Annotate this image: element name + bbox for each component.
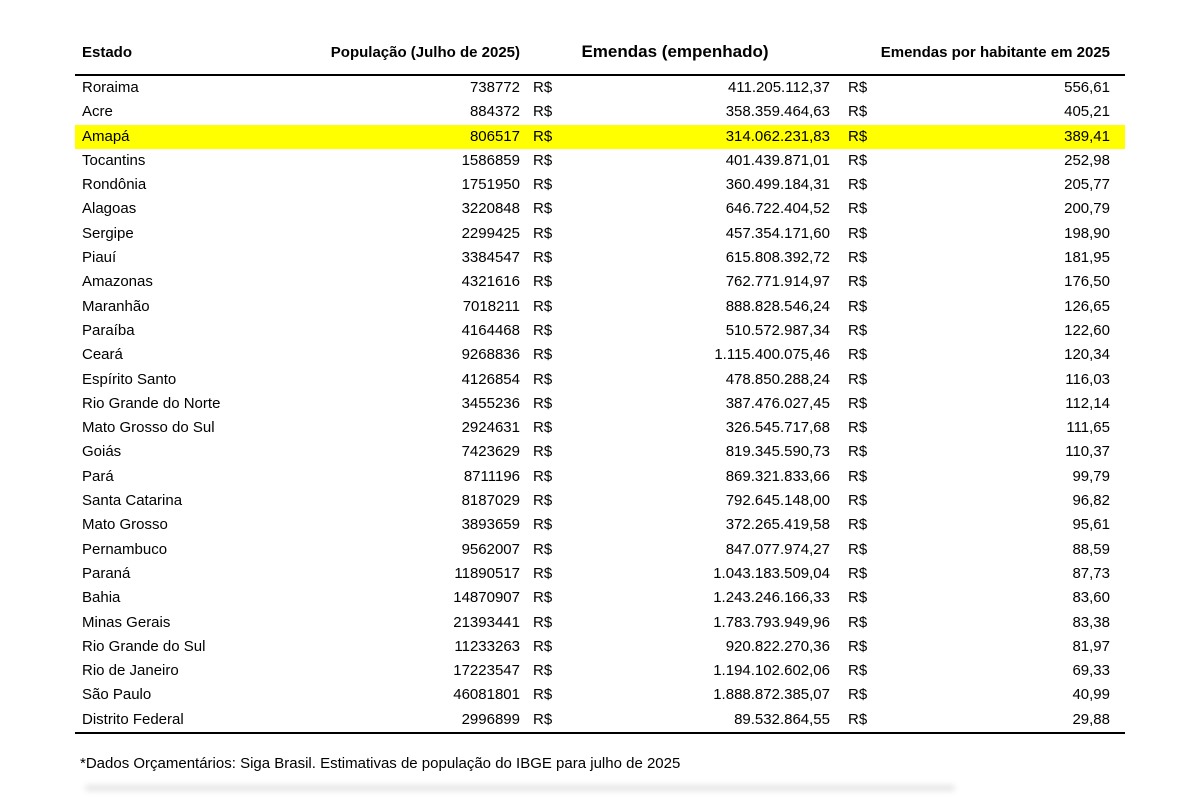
table-row [75, 659, 1125, 683]
table-row [75, 440, 1125, 464]
emendas-cell: 1.194.102.602,06 [713, 662, 830, 680]
currency-label: R$ [533, 79, 553, 96]
screenshot-edge-shadow [85, 785, 955, 791]
currency-label: R$ [848, 273, 868, 291]
table-row [75, 76, 1125, 100]
table-row [75, 489, 1125, 513]
column-header-estado: Estado [82, 43, 133, 61]
currency-label: R$ [848, 370, 868, 388]
per-habitante-cell: 181,95 [1064, 249, 1110, 267]
state-cell: Rio Grande do Sul [82, 637, 206, 655]
per-habitante-cell: 83,60 [1072, 589, 1110, 607]
population-cell: 7018211 [462, 297, 520, 315]
table-row [75, 465, 1125, 489]
state-cell: Tocantins [82, 151, 146, 169]
per-habitante-cell: 205,77 [1064, 176, 1110, 194]
emendas-cell: 762.771.914,97 [725, 273, 830, 291]
per-habitante-cell: 83,38 [1072, 613, 1110, 631]
currency-label: R$ [533, 394, 553, 412]
currency-label: R$ [533, 127, 553, 145]
footnote: *Dados Orçamentários: Siga Brasil. Estimativas de população do IBGE para julho de 2025 [80, 755, 681, 773]
table-row [75, 368, 1125, 392]
emendas-cell: 358.359.464,63 [725, 103, 830, 121]
table-row [75, 513, 1125, 537]
population-cell: 14870907 [453, 589, 520, 607]
currency-label: R$ [533, 710, 553, 728]
emendas-cell: 360.499.184,31 [725, 176, 830, 194]
population-cell: 3220848 [461, 200, 520, 218]
population-cell: 1586859 [461, 151, 520, 169]
state-cell: Acre [82, 103, 113, 121]
table-row [75, 343, 1125, 367]
emendas-cell: 510.572.987,34 [725, 321, 830, 339]
currency-label: R$ [533, 151, 553, 169]
population-cell: 17223547 [453, 662, 520, 680]
emendas-cell: 1.115.400.075,46 [714, 346, 830, 364]
table-row [75, 392, 1125, 416]
emendas-cell: 411.205.112,37 [727, 79, 830, 96]
emendas-cell: 1.243.246.166,33 [713, 589, 830, 607]
emendas-cell: 792.645.148,00 [725, 492, 830, 510]
currency-label: R$ [848, 540, 868, 558]
currency-label: R$ [848, 103, 868, 121]
currency-label: R$ [533, 224, 553, 242]
per-habitante-cell: 29,88 [1072, 710, 1110, 728]
emendas-cell: 920.822.270,36 [725, 637, 830, 655]
currency-label: R$ [848, 419, 868, 437]
per-habitante-cell: 40,99 [1072, 686, 1110, 704]
currency-label: R$ [533, 273, 553, 291]
state-cell: Maranhão [82, 297, 150, 315]
table-row [75, 173, 1125, 197]
state-cell: Santa Catarina [82, 492, 183, 510]
population-cell: 9562007 [461, 540, 520, 558]
population-cell: 11233263 [454, 637, 520, 655]
state-cell: São Paulo [82, 686, 152, 704]
currency-label: R$ [848, 710, 868, 728]
currency-label: R$ [848, 686, 868, 704]
currency-label: R$ [533, 419, 553, 437]
table-row [75, 295, 1125, 319]
currency-label: R$ [848, 492, 868, 510]
table-row [75, 611, 1125, 635]
population-cell: 4164468 [461, 321, 520, 339]
state-cell: Rondônia [82, 176, 147, 194]
currency-label: R$ [848, 297, 868, 315]
currency-label: R$ [848, 467, 868, 485]
currency-label: R$ [848, 151, 868, 169]
table-row [75, 246, 1125, 270]
table-row [75, 586, 1125, 610]
currency-label: R$ [533, 321, 553, 339]
table-row [75, 319, 1125, 343]
state-cell: Pernambuco [82, 540, 168, 558]
currency-label: R$ [533, 589, 553, 607]
population-cell: 1751950 [461, 176, 520, 194]
state-cell: Bahia [82, 589, 121, 607]
currency-label: R$ [533, 613, 553, 631]
table-row [75, 270, 1125, 294]
state-cell: Distrito Federal [82, 710, 184, 728]
currency-label: R$ [533, 516, 553, 534]
column-header-populacao: População (Julho de 2025) [330, 43, 520, 61]
per-habitante-cell: 198,90 [1064, 224, 1110, 242]
currency-label: R$ [848, 346, 868, 364]
table-row [75, 100, 1125, 124]
currency-label: R$ [533, 467, 553, 485]
state-cell: Ceará [82, 346, 123, 364]
population-cell: 738772 [469, 79, 520, 96]
per-habitante-cell: 389,41 [1064, 127, 1110, 145]
emendas-cell: 1.043.183.509,04 [713, 564, 830, 582]
emendas-cell: 819.345.590,73 [725, 443, 830, 461]
currency-label: R$ [848, 249, 868, 267]
table-header-row [75, 30, 1125, 76]
population-cell: 884372 [469, 103, 520, 121]
emendas-cell: 478.850.288,24 [725, 370, 830, 388]
state-cell: Piauí [82, 249, 117, 267]
table-row [75, 222, 1125, 246]
state-cell: Mato Grosso [82, 516, 168, 534]
currency-label: R$ [533, 297, 553, 315]
emendas-cell: 869.321.833,66 [725, 467, 830, 485]
per-habitante-cell: 96,82 [1072, 492, 1110, 510]
currency-label: R$ [848, 394, 868, 412]
table-row [75, 149, 1125, 173]
per-habitante-cell: 99,79 [1072, 467, 1110, 485]
population-cell: 2924631 [461, 419, 520, 437]
emendas-cell: 401.439.871,01 [725, 151, 830, 169]
table-row [75, 708, 1125, 732]
state-cell: Paraíba [82, 321, 135, 339]
currency-label: R$ [848, 589, 868, 607]
population-cell: 806517 [469, 127, 520, 145]
currency-label: R$ [848, 321, 868, 339]
column-header-per-habitante: Emendas por habitante em 2025 [880, 43, 1110, 61]
table-row [75, 683, 1125, 707]
population-cell: 9268836 [461, 346, 520, 364]
state-cell: Sergipe [82, 224, 134, 242]
population-cell: 4126854 [461, 370, 520, 388]
population-cell: 2996899 [461, 710, 520, 728]
per-habitante-cell: 69,33 [1072, 662, 1110, 680]
state-cell: Rio de Janeiro [82, 662, 179, 680]
table-body [75, 76, 1125, 734]
per-habitante-cell: 556,61 [1064, 79, 1110, 96]
per-habitante-cell: 88,59 [1072, 540, 1110, 558]
currency-label: R$ [533, 346, 553, 364]
per-habitante-cell: 111,65 [1066, 419, 1110, 437]
per-habitante-cell: 405,21 [1064, 103, 1110, 121]
state-cell: Paraná [82, 564, 131, 582]
population-cell: 8711196 [463, 467, 520, 485]
population-cell: 3455236 [461, 394, 520, 412]
per-habitante-cell: 122,60 [1064, 321, 1110, 339]
emendas-cell: 326.545.717,68 [725, 419, 830, 437]
per-habitante-cell: 120,34 [1064, 346, 1110, 364]
emendas-cell: 314.062.231,83 [725, 127, 830, 145]
currency-label: R$ [848, 662, 868, 680]
table-row [75, 125, 1125, 149]
currency-label: R$ [848, 176, 868, 194]
per-habitante-cell: 87,73 [1072, 564, 1110, 582]
currency-label: R$ [848, 564, 868, 582]
currency-label: R$ [533, 686, 553, 704]
state-cell: Amapá [82, 127, 130, 145]
state-cell: Espírito Santo [82, 370, 177, 388]
per-habitante-cell: 95,61 [1072, 516, 1110, 534]
currency-label: R$ [533, 662, 553, 680]
per-habitante-cell: 176,50 [1064, 273, 1110, 291]
currency-label: R$ [533, 103, 553, 121]
table-row [75, 635, 1125, 659]
currency-label: R$ [848, 127, 868, 145]
emendas-cell: 646.722.404,52 [725, 200, 830, 218]
emendas-cell: 89.532.864,55 [734, 710, 830, 728]
population-cell: 21393441 [453, 613, 520, 631]
table-row [75, 416, 1125, 440]
currency-label: R$ [533, 637, 553, 655]
currency-label: R$ [533, 540, 553, 558]
state-cell: Amazonas [82, 273, 153, 291]
state-cell: Pará [82, 467, 114, 485]
emendas-cell: 1.783.793.949,96 [713, 613, 830, 631]
currency-label: R$ [848, 79, 868, 96]
currency-label: R$ [533, 249, 553, 267]
per-habitante-cell: 116,03 [1065, 370, 1110, 388]
population-cell: 46081801 [453, 686, 520, 704]
state-cell: Minas Gerais [82, 613, 171, 631]
state-cell: Alagoas [82, 200, 137, 218]
currency-label: R$ [533, 176, 553, 194]
emendas-cell: 888.828.546,24 [725, 297, 830, 315]
emendas-cell: 847.077.974,27 [725, 540, 830, 558]
population-cell: 11890517 [454, 564, 520, 582]
table-row [75, 562, 1125, 586]
currency-label: R$ [533, 200, 553, 218]
currency-label: R$ [848, 637, 868, 655]
emendas-cell: 387.476.027,45 [725, 394, 830, 412]
per-habitante-cell: 81,97 [1072, 637, 1110, 655]
population-cell: 8187029 [461, 492, 520, 510]
per-habitante-cell: 110,37 [1065, 443, 1110, 461]
currency-label: R$ [848, 516, 868, 534]
population-cell: 3384547 [461, 249, 520, 267]
state-cell: Mato Grosso do Sul [82, 419, 215, 437]
population-cell: 7423629 [461, 443, 520, 461]
state-cell: Goiás [82, 443, 122, 461]
currency-label: R$ [533, 492, 553, 510]
state-cell: Rio Grande do Norte [82, 394, 221, 412]
emendas-cell: 372.265.419,58 [725, 516, 830, 534]
currency-label: R$ [533, 443, 553, 461]
currency-label: R$ [848, 200, 868, 218]
population-cell: 3893659 [461, 516, 520, 534]
column-header-emendas: Emendas (empenhado) [581, 42, 769, 61]
currency-label: R$ [533, 564, 553, 582]
population-cell: 2299425 [461, 224, 520, 242]
emendas-cell: 1.888.872.385,07 [713, 686, 830, 704]
currency-label: R$ [533, 370, 553, 388]
per-habitante-cell: 200,79 [1064, 200, 1110, 218]
table-row [75, 538, 1125, 562]
currency-label: R$ [848, 613, 868, 631]
table-row [75, 197, 1125, 221]
emendas-table [75, 30, 1125, 772]
population-cell: 4321616 [461, 273, 520, 291]
currency-label: R$ [848, 224, 868, 242]
emendas-cell: 457.354.171,60 [725, 224, 830, 242]
emendas-cell: 615.808.392,72 [725, 249, 830, 267]
currency-label: R$ [848, 443, 868, 461]
per-habitante-cell: 252,98 [1064, 151, 1110, 169]
state-cell: Roraima [82, 79, 139, 96]
per-habitante-cell: 126,65 [1064, 297, 1110, 315]
per-habitante-cell: 112,14 [1065, 394, 1110, 412]
